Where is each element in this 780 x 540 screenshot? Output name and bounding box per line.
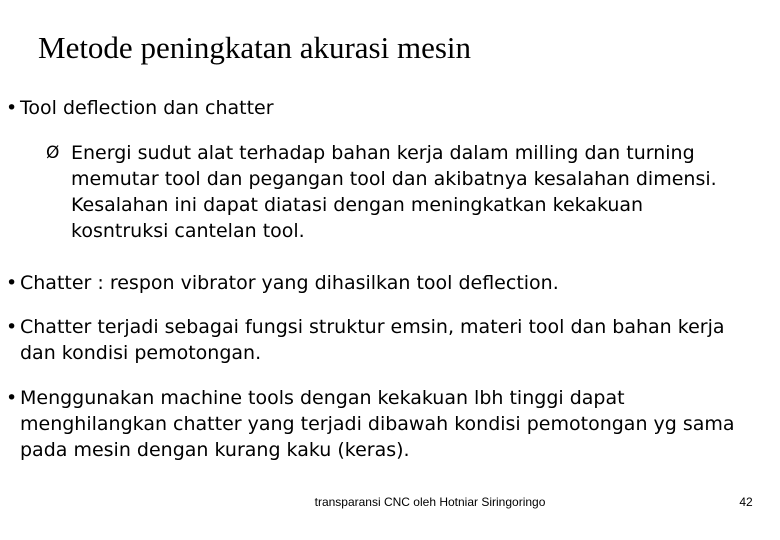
bullet-dot-icon: •: [6, 316, 18, 338]
page-number: 42: [739, 495, 753, 509]
slide-title: Metode peningkatan akurasi mesin: [38, 30, 472, 65]
arrow-bullet-icon: Ø: [46, 143, 60, 163]
bullet-dot-icon: •: [6, 97, 18, 119]
bullet-text: Tool deflection dan chatter: [20, 97, 274, 119]
bullet-item-tool-deflection: [6, 95, 766, 121]
bullet-dot-icon: •: [6, 272, 18, 294]
bullet-item-chatter-respon: [6, 270, 766, 296]
bullet-text: Menggunakan machine tools dengan kekakuan lbh tinggi dapat menghilangkan chatter yang terjadi dibawah kondisi pemotongan yg sama pada mesin dengan kurang kaku (keras).: [20, 387, 735, 461]
bullet-text: Chatter : respon vibrator yang dihasilkan tool deflection.: [20, 272, 559, 294]
sub-bullet-energi: [46, 140, 726, 244]
bullet-item-machine-tools: [6, 385, 766, 463]
footer-text: transparansi CNC oleh Hotniar Siringoringo: [314, 495, 546, 509]
sub-bullet-text: Energi sudut alat terhadap bahan kerja dalam milling dan turning memutar tool dan pegangan tool dan akibatnya kesalahan dimensi. Kesalahan ini dapat diatasi dengan meningkatkan kekakuan kosntruksi cantelan tool.: [71, 142, 717, 242]
bullet-text: Chatter terjadi sebagai fungsi struktur emsin, materi tool dan bahan kerja dan kondisi pemotongan.: [20, 316, 725, 364]
bullet-dot-icon: •: [6, 387, 18, 409]
bullet-item-chatter-terjadi: [6, 314, 766, 366]
